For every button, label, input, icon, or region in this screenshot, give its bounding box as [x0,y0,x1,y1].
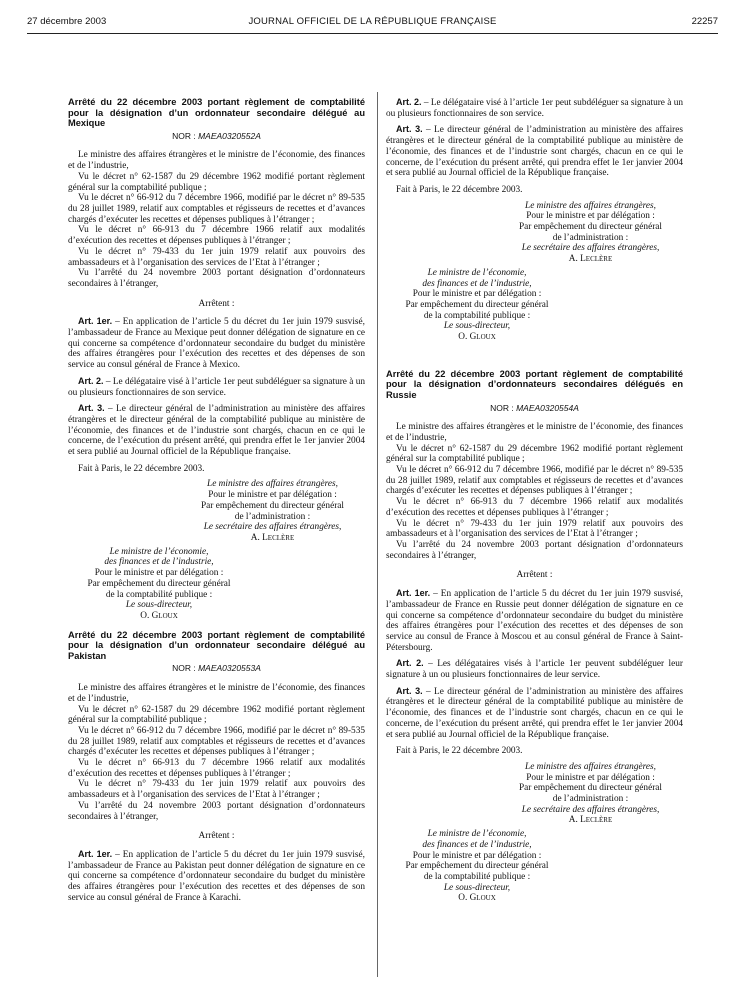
signature-line: Le sous-directeur, [443,321,511,332]
header-journal-title: JOURNAL OFFICIEL DE LA RÉPUBLIQUE FRANÇAISE [248,16,497,27]
signatory-name: O. Gloux [458,332,496,343]
decree-title: Arrêté du 22 décembre 2003 portant règlement de comptabilité pour la désignation d’ordonnateurs secondaires délégués en Russie [386,368,683,400]
visa-line: Vu l’arrêté du 24 novembre 2003 portant désignation d’ordonnateurs secondaires à l’étranger, [68,800,365,822]
article-number: Art. 2. [396,97,422,107]
article [68,376,365,398]
visa-line: Vu le décret n° 66-912 du 7 décembre 1966, modifié par le décret n° 89-535 du 28 juillet 1989, relatif aux comptables et régisseurs de recettes et d’avances chargés d’exécuter les recettes et dépenses publiques à l’étranger ; [68,193,365,225]
signature-line: Pour le ministre et par délégation : [412,850,542,861]
article-text: – Le délégataire visé à l’article 1er peut subdéléguer sa signature à un ou plusieurs fonctionnaires de son service. [386,98,684,119]
arretent-heading: Arrêtent : [198,298,235,309]
article [68,316,365,371]
signature-line: de l’administration : [552,794,629,805]
signature-line: Le ministre des affaires étrangères, [207,479,338,490]
signatory-name: A. Leclère [250,532,295,543]
article [68,849,365,904]
visa-line: Vu le décret n° 79-433 du 1er juin 1979 relatif aux pouvoirs des ambassadeurs et à l’organisation des services de l’Etat à l’étranger ; [68,246,365,268]
signature-line: Le ministre de l’économie, [427,829,527,840]
signature-line: de l’administration : [552,232,629,243]
decree-pakistan [68,630,365,904]
article-text: – En application de l’article 5 du décret du 1er juin 1979 susvisé, l’ambassadeur de France au Pakistan peut donner délégation de signature en ce qui concerne sa compétence d’ordonnateur secondaire du budget du ministère des affaires étrangères pour l’exécution des recettes et des dépenses de son service au consul général de France à Karachi. [68,849,365,903]
article [68,403,365,458]
article-number: Art. 2. [78,375,104,386]
signature-line: Pour le ministre et par délégation : [526,211,655,222]
signature-line: de l’administration : [234,511,311,522]
signature-line: de la comptabilité publique : [105,589,213,600]
signature-affaires-etrangeres [386,762,683,826]
signature-line: Le ministre des affaires étrangères, [525,200,656,211]
signature-line: Par empêchement du directeur général [519,222,662,233]
signature-line: Le sous-directeur, [443,882,511,893]
article-number: Art. 1er. [78,316,113,327]
left-column [68,97,365,908]
signature-line: Le sous-directeur, [125,600,193,611]
nor-label: NOR : [172,663,196,674]
article-text: – Le délégataire visé à l’article 1er peut subdéléguer sa signature à un ou plusieurs fonctionnaires de son service. [68,376,366,398]
article [386,588,683,653]
fait-line: Fait à Paris, le 22 décembre 2003. [78,463,205,474]
signature-line: Le secrétaire des affaires étrangères, [521,243,660,254]
article-number: Art. 3. [396,124,423,135]
article-number: Art. 3. [396,685,423,696]
signature-line: des finances et de l’industrie, [422,278,532,289]
arretent-heading: Arrêtent : [198,831,235,842]
article-text: – En application de l’article 5 du décret du 1er juin 1979 susvisé, l’ambassadeur de France en Russie peut donner délégation de signature en ce qui concerne sa compétence d’ordonnateur secondaire du budget du ministère des affaires étrangères pour l’exécution des recettes et des dépenses de son service au consul de France à Moscou et au consul général de France à Saint-Pétersbourg. [386,589,683,653]
signature-economie [386,829,568,904]
signature-line: Par empêchement du directeur général [519,783,662,794]
signature-line: Pour le ministre et par délégation : [412,289,542,300]
signature-affaires-etrangeres [68,479,365,543]
article-text: – Le directeur général de l’administration au ministère des affaires étrangères et le directeur général de la comptabilité publique au ministère de l’économie, des finances et de l’industrie sont chargés, chacun en ce qui le concerne, de l’exécution du présent arrêté, qui prendra effet le 1er janvier 2004 et sera publié au Journal officiel de la République française. [68,404,365,458]
page-header [27,16,718,30]
article-number: Art. 1er. [78,848,113,859]
article-number: Art. 3. [78,403,105,414]
signature-line: Pour le ministre et par délégation : [208,490,337,501]
signature-economie [386,268,568,343]
column-divider [377,92,378,977]
visa-line: Vu l’arrêté du 24 novembre 2003 portant désignation d’ordonnateurs secondaires à l’étranger, [386,539,683,561]
signature-line: Le ministre des affaires étrangères, [525,761,656,772]
article-text: – En application de l’article 5 du décret du 1er juin 1979 susvisé, l’ambassadeur de France au Mexique peut donner délégation de signature en ce qui concerne sa compétence d’ordonnateur secondaire du budget du ministère des affaires étrangères pour l’exécution des recettes et des dépenses de son service au consul général de France à Mexico. [68,317,365,371]
visa-line: Vu le décret n° 62-1587 du 29 décembre 1962 modifié portant règlement général sur la comptabilité publique ; [68,704,365,726]
decree-title: Arrêté du 22 décembre 2003 portant règlement de comptabilité pour la désignation d’un ordonnateur secondaire délégué au Mexique [68,97,365,129]
fait-line: Fait à Paris, le 22 décembre 2003. [396,184,523,195]
signatory-name: A. Leclère [568,815,613,826]
decree-title: Arrêté du 22 décembre 2003 portant règlement de comptabilité pour la désignation d’un ordonnateur secondaire délégué au Pakistan [68,629,365,661]
nor-label: NOR : [490,402,514,413]
article-text: – Les délégataires visés à l’article 1er peuvent subdéléguer leur signature à un ou plusieurs fonctionnaires de leur service. [386,659,683,681]
decree-russie [386,369,683,904]
right-column [386,97,683,904]
visa-line: Le ministre des affaires étrangères et le ministre de l’économie, des finances et de l’industrie, [68,683,365,704]
signature-line: Par empêchement du directeur général [405,299,549,310]
nor-reference [68,663,365,674]
visa-line: Vu le décret n° 79-433 du 1er juin 1979 relatif aux pouvoirs des ambassadeurs et à l’organisation des services de l’Etat à l’étranger ; [386,518,683,540]
article-text: – Le directeur général de l’administration au ministère des affaires étrangères et le directeur général de la comptabilité publique au ministère de l’économie, des finances et de l’industrie sont chargés, chacun en ce qui le concerne, de l’exécution du présent arrêté, qui prendra effet le 1er janvier 2004 et sera publié au Journal officiel de la République française. [386,125,683,179]
signatory-name: O. Gloux [458,893,496,904]
visa-line: Vu l’arrêté du 24 novembre 2003 portant désignation d’ordonnateurs secondaires à l’étranger, [68,268,365,289]
signature-line: Le ministre de l’économie, [109,546,209,557]
header-rule [27,33,718,34]
visa-line: Vu le décret n° 66-913 du 7 décembre 1966 relatif aux modalités d’exécution des recettes et dépenses publiques à l’étranger ; [386,497,683,518]
article-number: Art. 2. [396,658,424,669]
arretent-heading: Arrêtent : [516,570,553,581]
signature-line: Le secrétaire des affaires étrangères, [521,804,660,815]
signatory-name: A. Leclère [568,254,613,265]
signature-line: des finances et de l’industrie, [104,557,214,568]
signature-line: de la comptabilité publique : [423,310,531,321]
signature-line: Le ministre de l’économie, [427,267,527,278]
visa-line: Le ministre des affaires étrangères et le ministre de l’économie, des finances et de l’industrie, [68,150,365,172]
signature-economie [68,547,250,622]
signature-line: Le secrétaire des affaires étrangères, [203,522,342,533]
article [386,686,683,741]
visa-line: Vu le décret n° 66-912 du 7 décembre 1966, modifié par le décret n° 89-535 du 28 juillet 1989, relatif aux comptables et régisseurs de recettes et d’avances chargés d’exécuter les recettes et dépenses publiques à l’étranger ; [68,725,365,758]
signature-line: Par empêchement du directeur général [87,578,231,589]
signature-line: Par empêchement du directeur général [201,500,344,511]
signature-line: des finances et de l’industrie, [422,839,532,850]
visa-line: Vu le décret n° 66-912 du 7 décembre 1966, modifié par le décret n° 89-535 du 28 juillet 1989, relatif aux comptables et régisseurs de recettes et d’avances chargés d’exécuter les recettes et dépenses publiques à l’étranger ; [386,465,683,497]
nor-reference [386,403,683,414]
visa-line: Vu le décret n° 79-433 du 1er juin 1979 relatif aux pouvoirs des ambassadeurs et à l’organisation des services de l’Etat à l’étranger ; [68,779,365,801]
article [386,658,683,680]
article [386,124,683,179]
visa-line: Vu le décret n° 62-1587 du 29 décembre 1962 modifié portant règlement général sur la comptabilité publique ; [68,171,365,193]
nor-code: MAEA0320554A [516,402,579,413]
visa-line: Vu le décret n° 66-913 du 7 décembre 1966 relatif aux modalités d’exécution des recettes et dépenses publiques à l’étranger ; [68,758,365,779]
visa-line: Vu le décret n° 62-1587 du 29 décembre 1962 modifié portant règlement général sur la comptabilité publique ; [386,443,683,465]
nor-code: MAEA0320553A [198,663,261,674]
signature-line: de la comptabilité publique : [423,871,531,882]
nor-code: MAEA0320552A [198,130,261,141]
article-number: Art. 1er. [396,588,431,599]
nor-reference [68,131,365,142]
visa-line: Vu le décret n° 66-913 du 7 décembre 1966 relatif aux modalités d’exécution des recettes et dépenses publiques à l’étranger ; [68,225,365,247]
header-date: 27 décembre 2003 [27,16,107,27]
signature-line: Par empêchement du directeur général [405,861,549,872]
header-page-number: 22257 [691,16,718,27]
signature-line: Pour le ministre et par délégation : [94,568,224,579]
decree-pakistan-continued [386,97,683,343]
article-text: – Le directeur général de l’administration au ministère des affaires étrangères et le directeur général de la comptabilité publique au ministère de l’économie, des finances et de l’industrie sont chargés, chacun en ce qui le concerne, de l’exécution du présent arrêté, qui prendra effet le 1er janvier 2004 et sera publié au Journal officiel de la République française. [386,686,683,740]
fait-line: Fait à Paris, le 22 décembre 2003. [396,746,523,757]
decree-mexique [68,97,365,622]
signature-affaires-etrangeres [386,201,683,265]
signature-line: Pour le ministre et par délégation : [526,772,655,783]
visa-line: Le ministre des affaires étrangères et le ministre de l’économie, des finances et de l’industrie, [386,422,683,443]
nor-label: NOR : [172,130,196,141]
signatory-name: O. Gloux [140,610,178,621]
article [386,97,683,119]
